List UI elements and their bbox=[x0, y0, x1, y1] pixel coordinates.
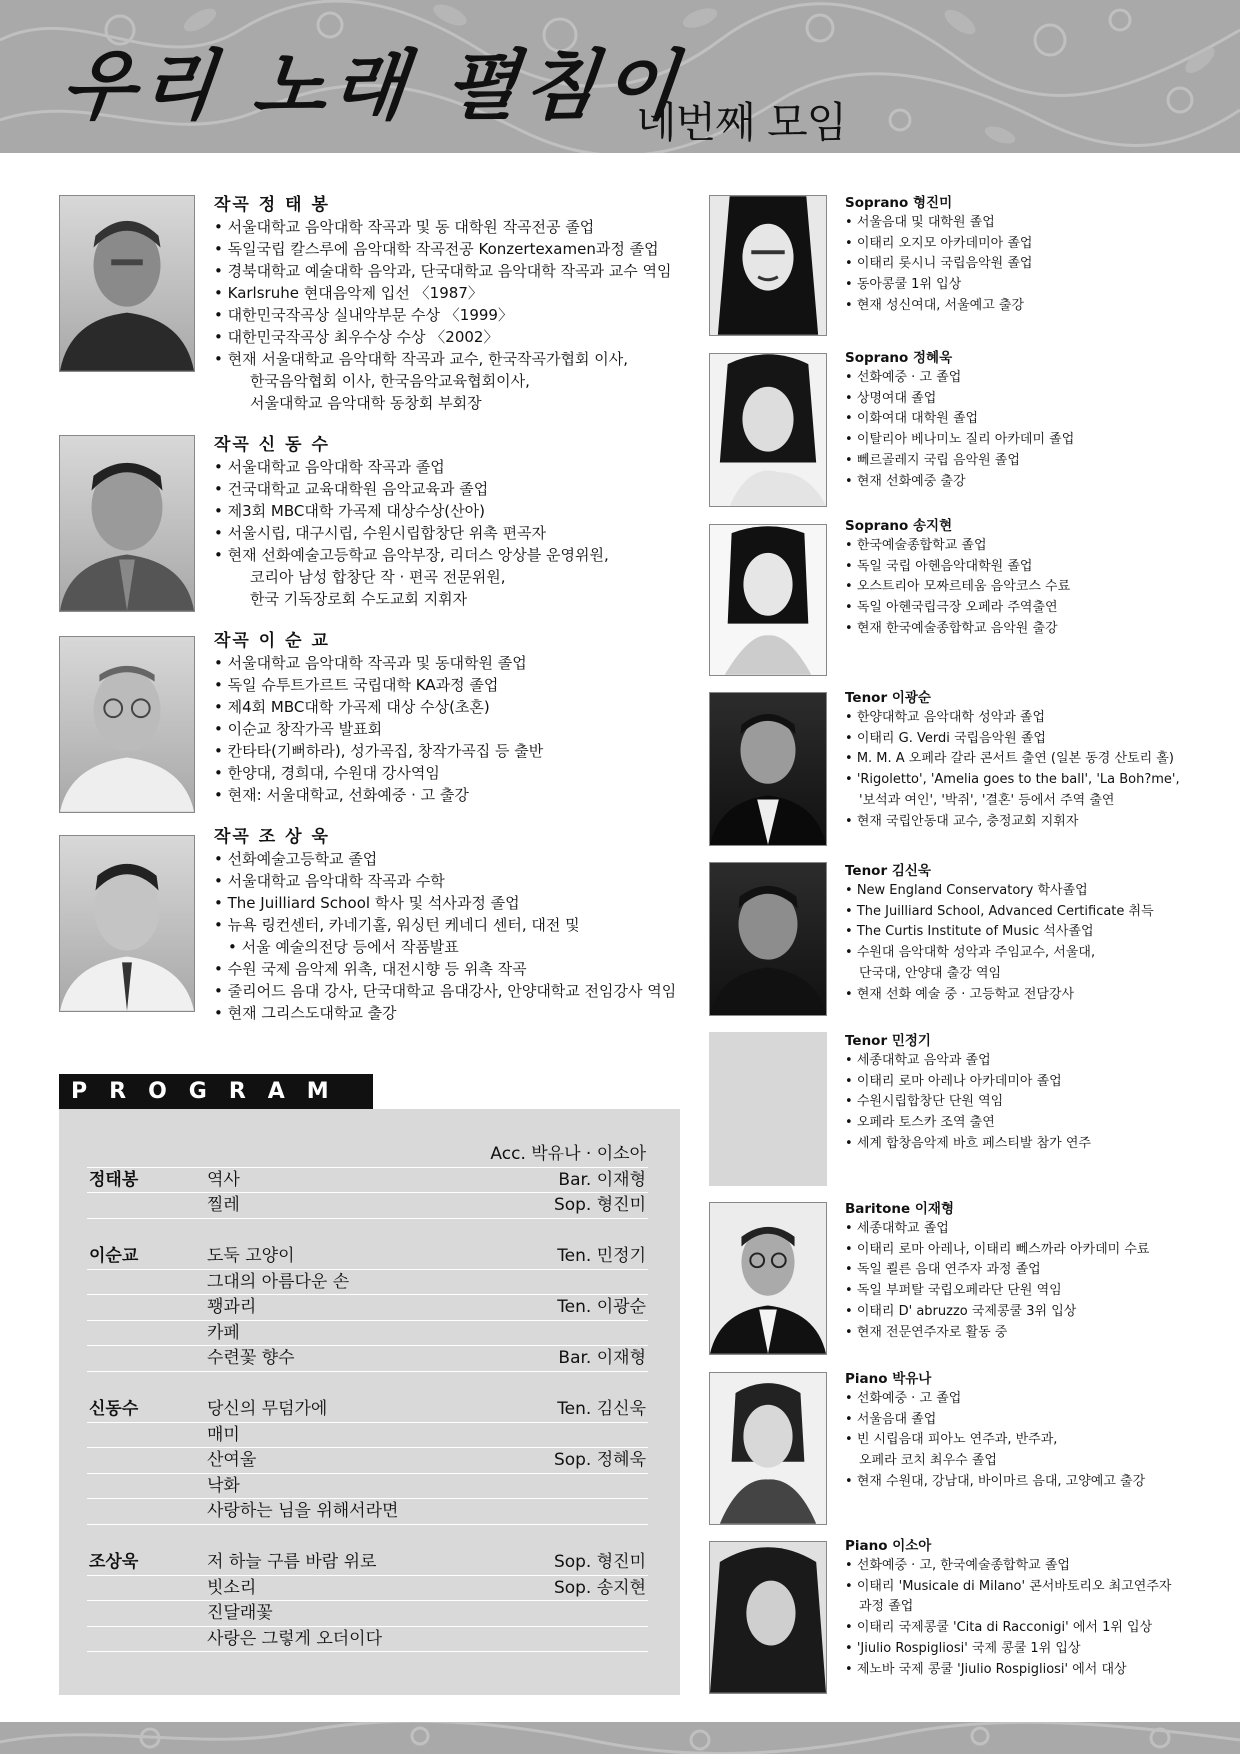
composer-bio-4 bbox=[214, 826, 676, 1024]
performer-name: Tenor 이광순 bbox=[845, 690, 931, 706]
bio-item: • 서울대학교 음악대학 작곡과 수학 bbox=[214, 870, 676, 892]
program-composer: 정태봉 bbox=[89, 1169, 139, 1190]
bio-item: • 독일 국립 아헨음악대학원 졸업 bbox=[845, 557, 1070, 578]
bio-item: • 서울음대 및 대학원 졸업 bbox=[845, 213, 1032, 234]
bio-item: • 독일 아헨국립극장 오페라 주역출연 bbox=[845, 598, 1070, 619]
program-composer: 이순교 bbox=[89, 1246, 139, 1266]
program-row bbox=[87, 1142, 648, 1168]
bio-item: • 'Jiulio Rospigliosi' 국제 콩쿨 1위 입상 bbox=[845, 1639, 1171, 1660]
bio-item: • 현재 그리스도대학교 출강 bbox=[214, 1002, 676, 1024]
program-work: 당신의 무덤가에 bbox=[207, 1399, 328, 1419]
program-performer: Sop. 형진미 bbox=[553, 1195, 646, 1215]
bio-item: • 독일 슈투트가르트 국립대학 KA과정 졸업 bbox=[214, 674, 543, 696]
performer-name: Soprano 송지현 bbox=[845, 518, 953, 534]
bio-item: • 제노바 국제 콩쿨 'Jiulio Rospigliosi' 에서 대상 bbox=[845, 1660, 1171, 1681]
bio-item: • 이태리 오지모 아카데미아 졸업 bbox=[845, 234, 1032, 255]
bio-item: • 빈 시립음대 피아노 연주과, 반주과, bbox=[845, 1430, 1145, 1451]
program-composer: 조상욱 bbox=[89, 1552, 139, 1572]
bio-item: • 현재 선화예술고등학교 음악부장, 리더스 앙상블 운영위원, bbox=[214, 544, 609, 566]
program-performer: Ten. 이광순 bbox=[557, 1297, 646, 1317]
program-row bbox=[87, 1627, 648, 1653]
program-row bbox=[87, 1499, 648, 1525]
program-work: 낙화 bbox=[207, 1475, 240, 1496]
performer-photo-7 bbox=[709, 1202, 827, 1355]
bio-item: • 선화예중 · 고, 한국예술종합학교 졸업 bbox=[845, 1556, 1171, 1577]
performer-photo-9 bbox=[709, 1541, 827, 1694]
bio-item: • 수원대 음악대학 성악과 주임교수, 서울대, bbox=[845, 943, 1154, 964]
program-row bbox=[87, 1550, 648, 1576]
bio-item: • 현재 선화예중 출강 bbox=[845, 472, 1074, 493]
bio-item: • 서울대학교 음악대학 작곡과 및 동 대학원 작곡전공 졸업 bbox=[214, 216, 672, 238]
program-work: 역사 bbox=[207, 1169, 240, 1190]
program-performer: Sop. 형진미 bbox=[553, 1552, 646, 1572]
bio-item: • 이태리 'Musicale di Milano' 콘서바토리오 최고연주자 bbox=[845, 1577, 1171, 1598]
program-row bbox=[87, 1295, 648, 1321]
performer-photo-1 bbox=[709, 195, 827, 336]
program-work: 카페 bbox=[207, 1322, 240, 1343]
bio-item: • 뉴욕 링컨센터, 카네기홀, 워싱턴 케네디 센터, 대전 및 bbox=[214, 914, 676, 936]
program-work: 매미 bbox=[207, 1424, 240, 1445]
page-title: 우리 노래 펼침이 bbox=[57, 41, 688, 130]
bio-item: • 대한민국작곡상 실내악부문 수상 〈1999〉 bbox=[214, 304, 672, 326]
program-work: 도둑 고양이 bbox=[207, 1246, 295, 1266]
composer-bio-2 bbox=[214, 434, 609, 610]
bio-item: • 세계 합창음악제 바흐 페스티발 참가 연주 bbox=[845, 1134, 1091, 1155]
bio-item: • 한국예술종합학교 졸업 bbox=[845, 536, 1070, 557]
program-work: 사랑하는 님을 위해서라면 bbox=[207, 1501, 399, 1521]
program-work: 사랑은 그렇게 오더이다 bbox=[207, 1628, 383, 1649]
bio-item: • The Juilliard School, Advanced Certificate 취득 bbox=[845, 902, 1154, 923]
performer-photo-6-placeholder bbox=[709, 1032, 827, 1186]
performer-bio-8 bbox=[845, 1369, 1145, 1493]
bio-item: • 오페라 토스카 조역 출연 bbox=[845, 1113, 1091, 1134]
bio-item: • 이태리 G. Verdi 국립음악원 졸업 bbox=[845, 729, 1180, 750]
bio-item: • 이화여대 대학원 졸업 bbox=[845, 409, 1074, 430]
bio-item: • 이순교 창작가곡 발표회 bbox=[214, 718, 543, 740]
composer-photo-2 bbox=[59, 435, 195, 612]
performer-bio-5 bbox=[845, 861, 1154, 1005]
bio-item: • 제4회 MBC대학 가곡제 대상 수상(초혼) bbox=[214, 696, 543, 718]
program-row bbox=[87, 1474, 648, 1500]
bio-item: • 이태리 국제콩쿨 'Cita di Racconigi' 에서 1위 입상 bbox=[845, 1618, 1171, 1639]
program-work: 빗소리 bbox=[207, 1577, 257, 1598]
bio-item: • 'Rigoletto', 'Amelia goes to the ball', 'La Boh?me', bbox=[845, 770, 1180, 791]
bio-item: • 대한민국작곡상 최우수상 수상 〈2002〉 bbox=[214, 326, 672, 348]
bio-item: • 현재 한국예술종합학교 음악원 출강 bbox=[845, 619, 1070, 640]
performer-photo-2 bbox=[709, 353, 827, 507]
program-work: 꽹과리 bbox=[207, 1297, 257, 1317]
bio-item: • 선화예술고등학교 졸업 bbox=[214, 848, 676, 870]
bio-item: • 현재 서울대학교 음악대학 작곡과 교수, 한국작곡가협회 이사, bbox=[214, 348, 672, 370]
program-composer: 신동수 bbox=[89, 1399, 139, 1419]
composer-bio-3 bbox=[214, 630, 543, 806]
performer-bio-2 bbox=[845, 348, 1074, 492]
program-row bbox=[87, 1168, 648, 1194]
program-row bbox=[87, 1321, 648, 1347]
program-performer: Bar. 이재형 bbox=[558, 1169, 646, 1190]
bio-item: • 서울대학교 음악대학 작곡과 및 동대학원 졸업 bbox=[214, 652, 543, 674]
composer-photo-3 bbox=[59, 636, 195, 813]
program-performer: Ten. 민정기 bbox=[557, 1246, 646, 1266]
program-heading: PROGRAM bbox=[59, 1074, 373, 1109]
bio-item: • 독일국립 칼스루에 음악대학 작곡전공 Konzertexamen과정 졸업 bbox=[214, 238, 672, 260]
performer-bio-3 bbox=[845, 516, 1070, 640]
performer-name: Soprano 정혜욱 bbox=[845, 350, 953, 366]
bio-item: • 수원 국제 음악제 위촉, 대전시향 등 위촉 작곡 bbox=[214, 958, 676, 980]
bio-item: • 현재 국립안동대 교수, 충정교회 지휘자 bbox=[845, 812, 1180, 833]
program-performer: Ten. 김신욱 bbox=[557, 1399, 646, 1419]
bio-item: 코리아 남성 합창단 작 · 편곡 전문위원, bbox=[250, 568, 506, 586]
performer-name: Tenor 김신욱 bbox=[845, 863, 931, 879]
program-row bbox=[87, 1448, 648, 1474]
performer-photo-3 bbox=[709, 524, 827, 676]
composer-name: 작곡 신 동 수 bbox=[214, 435, 330, 455]
bio-item: • 현재 선화 예술 중 · 고등학교 전담강사 bbox=[845, 985, 1154, 1006]
bio-item: • 서울음대 졸업 bbox=[845, 1410, 1145, 1431]
performer-bio-6 bbox=[845, 1031, 1091, 1155]
footer-banner bbox=[0, 1722, 1240, 1754]
program-performer: Sop. 정혜욱 bbox=[553, 1450, 646, 1470]
bio-item: '보석과 여인', '박쥐', '결혼' 등에서 주역 출연 bbox=[859, 792, 1115, 808]
performer-name: Baritone 이재형 bbox=[845, 1201, 955, 1217]
bio-item: • 세종대학교 졸업 bbox=[845, 1219, 1149, 1240]
performer-photo-8 bbox=[709, 1372, 827, 1525]
bio-item: • 경북대학교 예술대학 음악과, 단국대학교 음악대학 작곡과 교수 역임 bbox=[214, 260, 672, 282]
bio-item: • New England Conservatory 학사졸업 bbox=[845, 881, 1154, 902]
bio-item: • 오스트리아 모짜르테움 음악코스 수료 bbox=[845, 577, 1070, 598]
program-work: 진달래꽃 bbox=[207, 1603, 273, 1623]
composer-name: 작곡 조 상 욱 bbox=[214, 827, 330, 847]
bio-item: • 이태리 D' abruzzo 국제콩쿨 3위 입상 bbox=[845, 1302, 1149, 1323]
composer-name: 작곡 이 순 교 bbox=[214, 631, 330, 651]
bio-item: • 한양대학교 음악대학 성악과 졸업 bbox=[845, 708, 1180, 729]
bio-item: • 독일 부퍼탈 국립오페라단 단원 역임 bbox=[845, 1281, 1149, 1302]
program-row bbox=[87, 1270, 648, 1296]
bio-item: • 이태리 로마 아레나 아카데미아 졸업 bbox=[845, 1072, 1091, 1093]
bio-item: 한국 기독장로회 수도교회 지휘자 bbox=[250, 590, 468, 608]
performer-bio-4 bbox=[845, 688, 1180, 832]
bio-item: • 선화예중 · 고 졸업 bbox=[845, 368, 1074, 389]
program-performer: Bar. 이재형 bbox=[558, 1348, 646, 1368]
bio-item: • 이태리 로마 아레나, 이태리 뻬스까라 아카데미 수료 bbox=[845, 1240, 1149, 1261]
program-row bbox=[87, 1397, 648, 1423]
bio-item: • 현재 성신여대, 서울예고 출강 bbox=[845, 296, 1032, 317]
bio-item: • M. M. A 오페라 갈라 콘서트 출연 (일본 동경 산토리 홀) bbox=[845, 749, 1180, 770]
bio-item: • The Curtis Institute of Music 석사졸업 bbox=[845, 922, 1154, 943]
composer-photo-1 bbox=[59, 195, 195, 372]
bio-item: • 세종대학교 음악과 졸업 bbox=[845, 1051, 1091, 1072]
performer-photo-5 bbox=[709, 862, 827, 1016]
program-performer: Acc. 박유나 · 이소아 bbox=[490, 1144, 646, 1164]
bio-item: • 서울시립, 대구시립, 수원시립합창단 위촉 편곡자 bbox=[214, 522, 609, 544]
program-row bbox=[87, 1346, 648, 1372]
program-table bbox=[59, 1109, 680, 1695]
floral-pattern bbox=[0, 1722, 1240, 1754]
bio-item: • 줄리어드 음대 강사, 단국대학교 음대강사, 안양대학교 전임강사 역임 bbox=[214, 980, 676, 1002]
bio-item: • 상명여대 졸업 bbox=[845, 389, 1074, 410]
bio-item: • 동아콩쿨 1위 입상 bbox=[845, 275, 1032, 296]
program-row bbox=[87, 1244, 648, 1270]
composer-bio-1 bbox=[214, 194, 672, 414]
performer-bio-1 bbox=[845, 193, 1032, 317]
bio-item: • 제3회 MBC대학 가곡제 대상수상(산아) bbox=[214, 500, 609, 522]
bio-item: • 이태리 롯시니 국립음악원 졸업 bbox=[845, 254, 1032, 275]
composer-name: 작곡 정 태 봉 bbox=[214, 195, 330, 215]
bio-item: • 한양대, 경희대, 수원대 강사역임 bbox=[214, 762, 543, 784]
bio-item: • 선화예중 · 고 졸업 bbox=[845, 1389, 1145, 1410]
program-work: 찔레 bbox=[207, 1195, 240, 1215]
composer-photo-4 bbox=[59, 835, 195, 1012]
performer-name: Tenor 민정기 bbox=[845, 1033, 931, 1049]
program-row bbox=[87, 1576, 648, 1602]
program-row bbox=[87, 1423, 648, 1449]
program-row bbox=[87, 1601, 648, 1627]
performer-name: Piano 박유나 bbox=[845, 1371, 932, 1387]
bio-item: 서울대학교 음악대학 동창회 부회장 bbox=[250, 394, 482, 412]
performer-photo-4 bbox=[709, 692, 827, 846]
program-performer: Sop. 송지현 bbox=[553, 1577, 646, 1598]
bio-item: 한국음악협회 이사, 한국음악교육협회이사, bbox=[250, 372, 530, 390]
performer-bio-7 bbox=[845, 1199, 1149, 1343]
header-banner bbox=[0, 0, 1240, 153]
bio-item: • 현재: 서울대학교, 선화예중 · 고 출강 bbox=[214, 784, 543, 806]
performer-name: Piano 이소아 bbox=[845, 1538, 932, 1554]
bio-item: 과정 졸업 bbox=[859, 1599, 914, 1615]
performer-name: Soprano 형진미 bbox=[845, 195, 953, 211]
program-row bbox=[87, 1193, 648, 1219]
bio-item: • 칸타타(기뻐하라), 성가곡집, 창작가곡집 등 출반 bbox=[214, 740, 543, 762]
bio-item: • 현재 전문연주자로 활동 중 bbox=[845, 1323, 1149, 1344]
bio-item: • 건국대학교 교육대학원 음악교육과 졸업 bbox=[214, 478, 609, 500]
bio-item: • 뻬르골레지 국립 음악원 졸업 bbox=[845, 451, 1074, 472]
program-work: 산여울 bbox=[207, 1450, 257, 1470]
bio-item: • 독일 쾰른 음대 연주자 과정 졸업 bbox=[845, 1260, 1149, 1281]
program-work: 수련꽃 향수 bbox=[207, 1348, 295, 1368]
bio-item: • 서울 예술의전당 등에서 작품발표 bbox=[214, 936, 676, 958]
program-work: 그대의 아름다운 손 bbox=[207, 1271, 350, 1292]
bio-item: • 현재 수원대, 강남대, 바이마르 음대, 고양예고 출강 bbox=[845, 1472, 1145, 1493]
bio-item: • Karlsruhe 현대음악제 입선 〈1987〉 bbox=[214, 282, 672, 304]
bio-item: 단국대, 안양대 출강 역임 bbox=[859, 965, 1002, 981]
page-subtitle: 네번째 모임 bbox=[636, 98, 847, 147]
bio-item: • 서울대학교 음악대학 작곡과 졸업 bbox=[214, 456, 609, 478]
performer-bio-9 bbox=[845, 1536, 1171, 1680]
program-work: 저 하늘 구름 바람 위로 bbox=[207, 1552, 377, 1572]
bio-item: • 이탈리아 베나미노 질리 아카데미 졸업 bbox=[845, 430, 1074, 451]
bio-item: • The Juilliard School 학사 및 석사과정 졸업 bbox=[214, 892, 676, 914]
bio-item: • 수원시립합창단 단원 역임 bbox=[845, 1092, 1091, 1113]
bio-item: 오페라 코치 최우수 졸업 bbox=[859, 1453, 997, 1469]
